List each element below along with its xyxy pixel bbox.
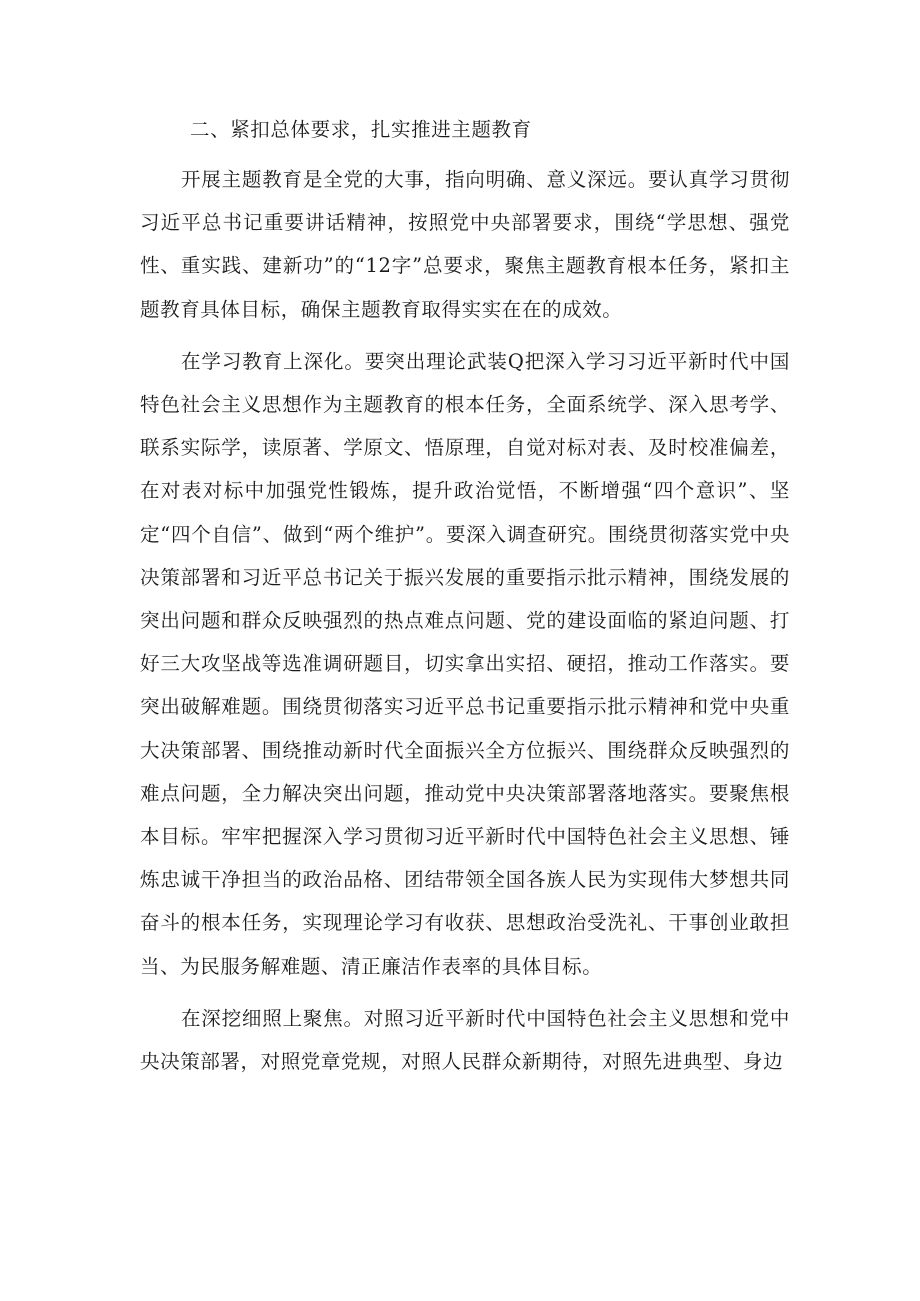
paragraph-2: 在学习教育上深化。要突出理论武装Q把深入学习习近平新时代中国特色社会主义思想作为主题教育的根本任务，全面系统学、深入思考学、联系实际学，读原著、学原文、悟原理，自觉对标对表、及时校准偏差，在对表对标中加强党性锻炼，提升政治觉悟，不断增强“四个意识”、坚定“四个自信”、做到“两个维护”。要深入调查研究。围绕贯彻落实党中央决策部署和习近平总书记关于振兴发展的重要指示批示精神，围绕发展的突出问题和群众反映强烈的热点难点问题、党的建设面临的紧迫问题、打好三大攻坚战等选准调研题目，切实拿出实招、硬招，推动工作落实。要突出破解难题。围绕贯彻落实习近平总书记重要指示批示精神和党中央重大决策部署、围绕推动新时代全面振兴全方位振兴、围绕群众反映强烈的难点问题，全力解决突出问题，推动党中央决策部署落地落实。要聚焦根本目标。牢牢把握深入学习贯彻习近平新时代中国特色社会主义思想、锤炼忠诚干净担当的政治品格、团结带领全国各族人民为实现伟大梦想共同奋斗的根本任务，实现理论学习有收获、思想政治受洗礼、干事创业敢担当、为民服务解难题、清正廉洁作表率的具体目标。 [140,349,790,978]
document-body [140,112,790,1083]
paragraph-1: 开展主题教育是全党的大事，指向明确、意义深远。要认真学习贯彻习近平总书记重要讲话精神，按照党中央部署要求，围绕“学思想、强党性、重实践、建新功”的“12字”总要求，聚焦主题教育根本任务，紧扣主题教育具体目标，确保主题教育取得实实在在的成效。 [140,168,790,321]
section-heading: 二、紧扣总体要求，扎实推进主题教育 [190,118,532,141]
paragraph-3: 在深挖细照上聚焦。对照习近平新时代中国特色社会主义思想和党中央决策部署，对照党章党规，对照人民群众新期待，对照先进典型、身边 [140,1006,790,1074]
